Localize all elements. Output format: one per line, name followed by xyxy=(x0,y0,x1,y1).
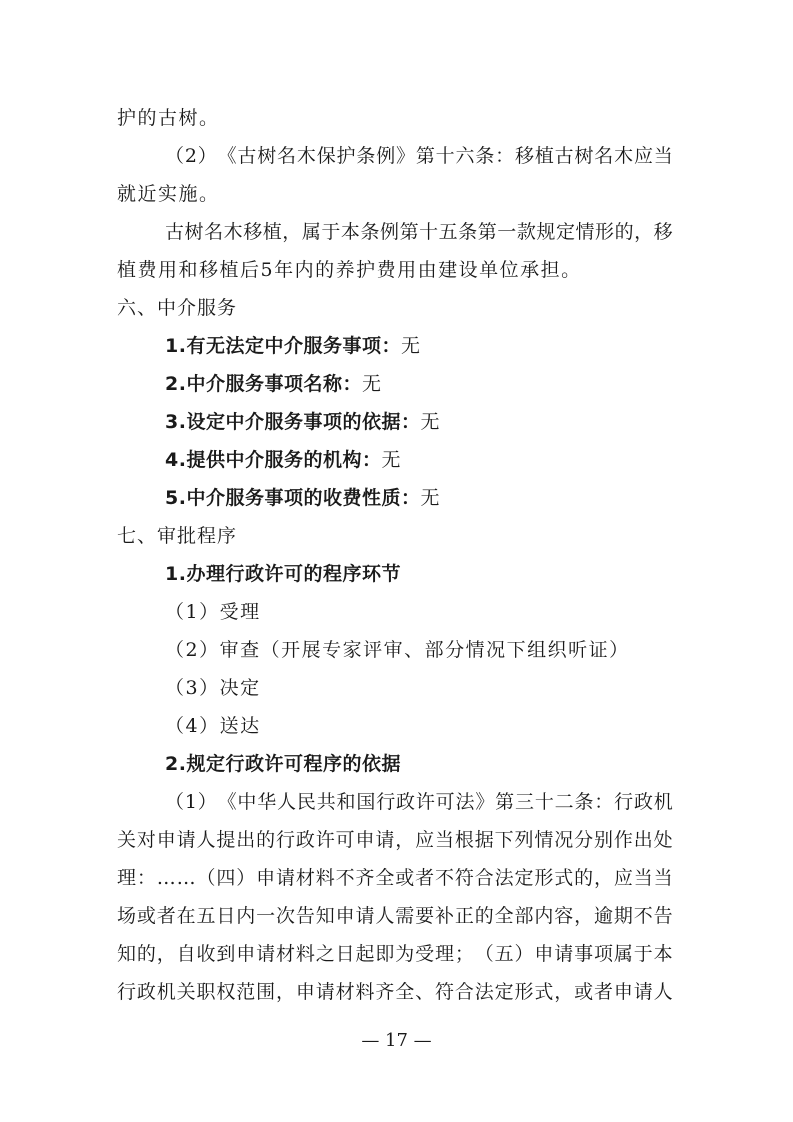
item-label: 3.设定中介服务事项的依据： xyxy=(165,411,421,433)
item-label: 4.提供中介服务的机构： xyxy=(165,449,382,471)
item-value: 无 xyxy=(361,373,383,395)
item-value: 无 xyxy=(381,449,402,471)
subsection-heading: 1.办理行政许可的程序环节 xyxy=(165,563,401,585)
list-item xyxy=(165,371,382,397)
procedure-step: （2）审查（开展专家评审、部分情况下组织听证） xyxy=(165,639,630,661)
paragraph-line: 知 的 ， 自 收 到 申 请 材 料 之 日 起 即 为 受 理 ； （ 五 ） 申 请 事 项 属 于 本 xyxy=(117,943,673,965)
list-item xyxy=(165,333,421,359)
paragraph-line: 理 ： … … （ 四 ） 申 请 材 料 不 齐 全 或 者 不 符 合 法 定 形 式 的 ， 应 当 当 xyxy=(117,867,673,889)
section-heading: 七、审批程序 xyxy=(117,525,238,547)
paragraph-line: 古 树 名 木 移 植 ， 属 于 本 条 例 第 十 五 条 第 一 款 规 定 情 形 的 ， 移 xyxy=(165,221,673,243)
item-label: 5.中介服务事项的收费性质： xyxy=(165,487,421,509)
paragraph-line: 场 或 者 在 五 日 内 一 次 告 知 申 请 人 需 要 补 正 的 全 部 内 容 ， 逾 期 不 告 xyxy=(117,905,673,927)
list-item xyxy=(165,409,441,435)
paragraph-line: （ 1 ） 《 中 华 人 民 共 和 国 行 政 许 可 法 》 第 三 十 二 条 ： 行 政 机 xyxy=(165,791,673,813)
paragraph-line: 就近实施。 xyxy=(117,183,220,205)
paragraph-line: 植费用和移植后5年内的养护费用由建设单位承担。 xyxy=(117,259,582,281)
item-value: 无 xyxy=(400,335,422,357)
paragraph-line: 护的古树。 xyxy=(117,107,220,129)
paragraph-line: 行 政 机 关 职 权 范 围 ， 申 请 材 料 齐 全 、 符 合 法 定 形 式 ， 或 者 申 请 人 xyxy=(117,981,673,1003)
procedure-step: （4）送达 xyxy=(165,715,261,737)
list-item xyxy=(165,447,402,473)
paragraph-line: （ 2 ） 《 古 树 名 木 保 护 条 例 》 第 十 六 条 ： 移 植 古 树 名 木 应 当 xyxy=(165,145,673,167)
procedure-step: （1）受理 xyxy=(165,601,261,623)
subsection-heading: 2.规定行政许可程序的依据 xyxy=(165,753,401,775)
item-label: 1.有无法定中介服务事项： xyxy=(165,335,401,357)
item-value: 无 xyxy=(420,487,441,509)
paragraph-line: 关 对 申 请 人 提 出 的 行 政 许 可 申 请 ， 应 当 根 据 下 列 情 况 分 别 作 出 处 xyxy=(117,829,673,851)
page-number: — 17 — xyxy=(361,1030,432,1051)
procedure-step: （3）决定 xyxy=(165,677,261,699)
list-item xyxy=(165,485,441,511)
section-heading: 六、中介服务 xyxy=(117,297,238,319)
item-label: 2.中介服务事项名称： xyxy=(165,373,362,395)
item-value: 无 xyxy=(420,411,441,433)
